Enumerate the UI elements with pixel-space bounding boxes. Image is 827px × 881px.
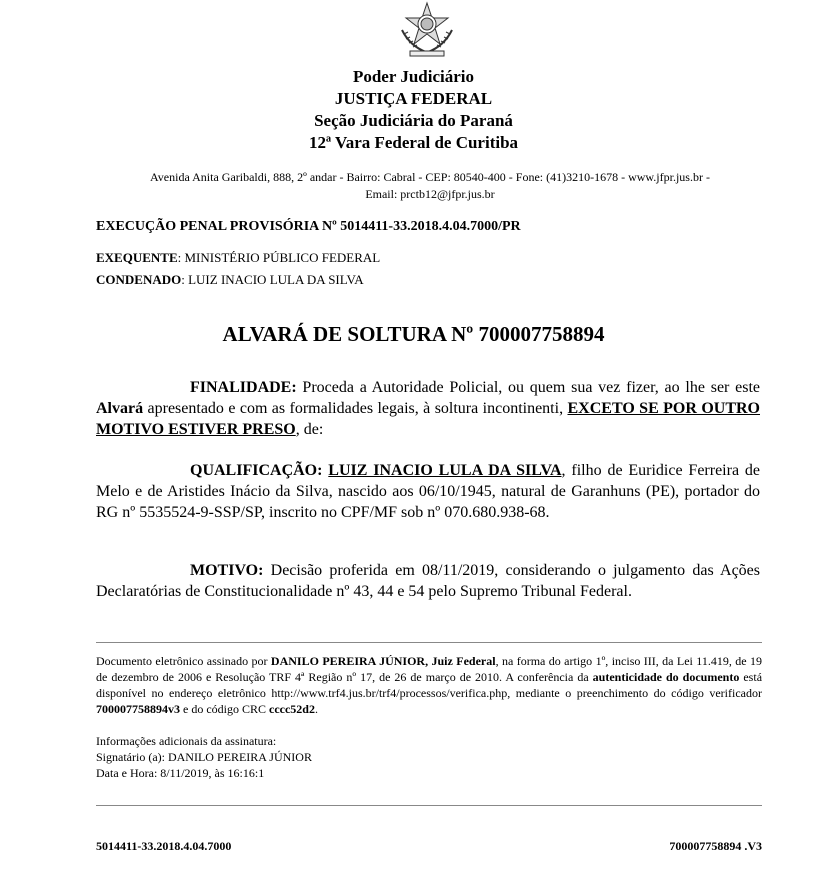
condenado-value: : LUIZ INACIO LULA DA SILVA [181, 272, 364, 287]
exequente-label: EXEQUENTE [96, 250, 178, 265]
header-secao-judiciaria: Seção Judiciária do Paraná [314, 111, 513, 130]
sig-text-3: está disponível no endereço eletrônico http://www.trf4.jus.br/trf4/processos/verifica.php, mediante o preenchimento do código verificador [96, 670, 763, 700]
alvara-word: Alvará [96, 400, 144, 417]
sig-text-4: e do código CRC [180, 702, 269, 716]
coat-of-arms-icon [396, 0, 458, 58]
header-poder-judiciario: Poder Judiciário [352, 67, 475, 86]
condenado-line [96, 272, 364, 288]
signature-info [96, 733, 762, 781]
header-justica-federal: JUSTIÇA FEDERAL [334, 89, 493, 108]
signer-name: DANILO PEREIRA JÚNIOR, Juiz Federal [270, 654, 496, 668]
address-email-line: Email: prctb12@jfpr.jus.br [365, 187, 495, 201]
sig-text-2: , na forma do artigo 1º, inciso III, da Lei 11.419, de 19 de dezembro de 2006 e Resolução TRF 4ª Região nº 17, de 26 de março de 2010. A conferência da [96, 654, 762, 684]
signature-info-title: Informações adicionais da assinatura: [96, 734, 277, 748]
authenticity-phrase: autenticidade do documento [592, 670, 740, 684]
signature-info-signer: Signatário (a): DANILO PEREIRA JÚNIOR [96, 750, 312, 764]
signature-top-divider [96, 642, 762, 643]
header-vara-federal: 12ª Vara Federal de Curitiba [308, 133, 519, 152]
signature-info-datetime: Data e Hora: 8/11/2019, às 16:16:1 [96, 766, 265, 780]
motivo-paragraph [96, 560, 760, 602]
exequente-value: : MINISTÉRIO PÚBLICO FEDERAL [177, 250, 381, 265]
qualificacao-label: QUALIFICAÇÃO: [190, 462, 323, 479]
motivo-text: Decisão proferida em 08/11/2019, considerando o julgamento das Ações Declaratórias de Constitucionalidade nº 43, 44 e 54 pelo Supremo Tribunal Federal. [96, 562, 760, 600]
qualificacao-name: LUIZ INACIO LULA DA SILVA [328, 462, 562, 479]
motivo-label: MOTIVO: [190, 562, 264, 579]
sig-text-5: . [314, 702, 318, 716]
case-title: EXECUÇÃO PENAL PROVISÓRIA Nº 5014411-33.2018.4.04.7000/PR [96, 219, 521, 234]
qualificacao-paragraph [96, 460, 760, 523]
verification-code: 700007758894v3 [96, 702, 180, 716]
exequente-line [96, 250, 380, 266]
finalidade-text-3: , de: [295, 421, 324, 438]
footer-document-version: 700007758894 .V3 [669, 839, 762, 853]
court-address [110, 169, 750, 203]
footer-process-number: 5014411-33.2018.4.04.7000 [96, 839, 232, 853]
signature-bottom-divider [96, 805, 762, 806]
condenado-label: CONDENADO [96, 272, 182, 287]
finalidade-label: FINALIDADE: [190, 379, 297, 396]
finalidade-text-2: apresentado e com as formalidades legais, à soltura incontinenti, [143, 400, 568, 417]
electronic-signature-notice [96, 653, 762, 717]
document-title: ALVARÁ DE SOLTURA Nº 700007758894 [222, 322, 605, 346]
qualificacao-text: , filho de Euridice Ferreira de Melo e de Aristides Inácio da Silva, nascido aos 06/10/1945, natural de Garanhuns (PE), portador do RG nº 5535524-9-SSP/SP, inscrito no CPF/MF sob nº 070.680.938-68. [96, 462, 760, 521]
sig-text-1: Documento eletrônico assinado por [96, 654, 271, 668]
crc-code: cccc52d2 [269, 702, 315, 716]
finalidade-paragraph [96, 377, 760, 440]
finalidade-text-1: Proceda a Autoridade Policial, ou quem sua vez fizer, ao lhe ser este [296, 379, 760, 396]
exceto-clause: EXCETO SE POR OUTRO MOTIVO ESTIVER PRESO [96, 400, 760, 438]
address-line-1: Avenida Anita Garibaldi, 888, 2º andar - Bairro: Cabral - CEP: 80540-400 - Fone: (41)3210-1678 - www.jfpr.jus.br - [150, 170, 710, 184]
